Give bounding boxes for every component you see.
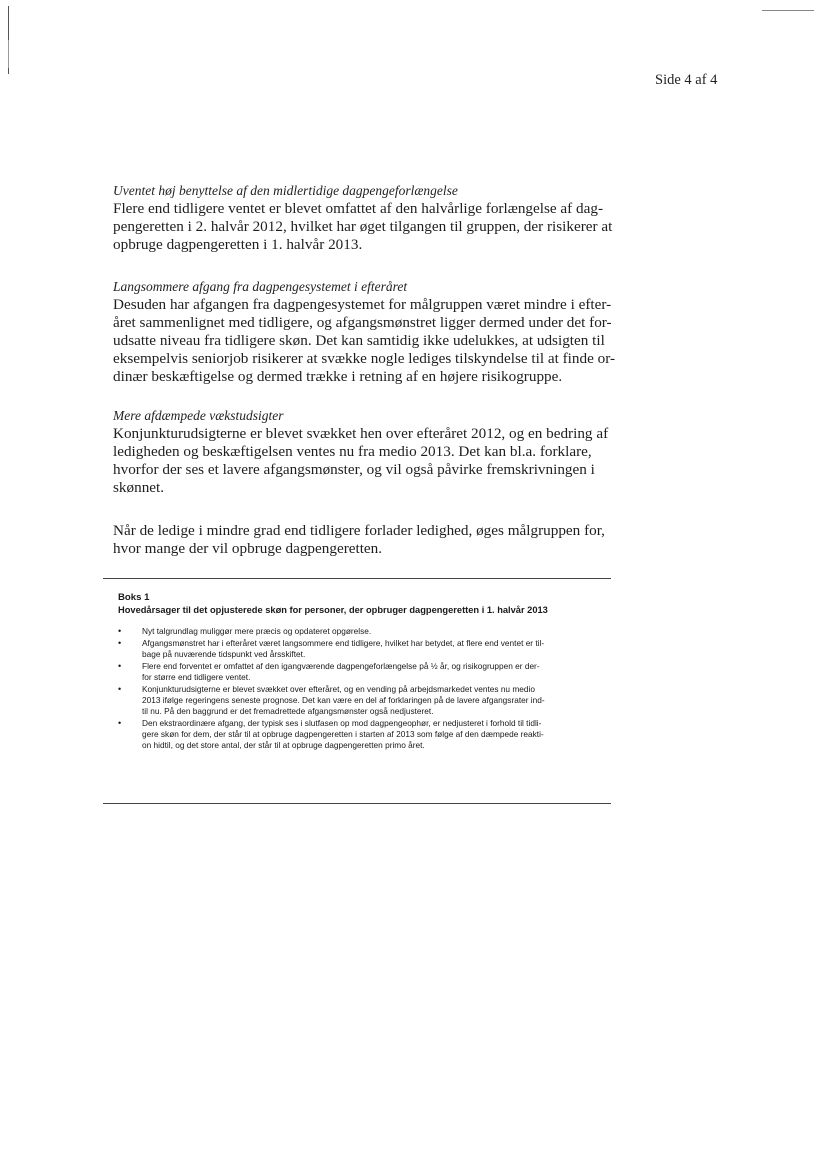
section-unexpected-high-usage	[113, 183, 623, 254]
box-1	[118, 592, 598, 751]
paragraph-line: Konjunkturudsigterne er blevet svækket hen over efteråret 2012, og en bedring af	[113, 425, 609, 442]
paragraph-line: Når de ledige i mindre grad end tidligere forlader ledighed, øges målgruppen for,	[113, 522, 605, 539]
scan-margin-mark	[8, 40, 9, 68]
scan-edge-line	[762, 10, 814, 11]
box-bullet-item	[118, 661, 598, 683]
bullet-icon: •	[118, 718, 122, 728]
bullet-icon: •	[118, 626, 122, 636]
paragraph-line: Flere end tidligere ventet er blevet omfattet af den halvårlige forlængelse af dag-	[113, 200, 604, 217]
bullet-line: gere skøn for dem, der står til at opbruge dagpengeretten i starten af 2013 som følge af den dæmpede reakti-	[142, 729, 544, 739]
bullet-icon: •	[118, 661, 122, 671]
paragraph-line: dinær beskæftigelse og dermed trække i retning af en højere risikogruppe.	[113, 368, 563, 385]
paragraph-line: Desuden har afgangen fra dagpengesystemet for målgruppen været mindre i efter-	[113, 296, 612, 313]
box-bullet-item	[118, 626, 598, 637]
section-paragraph	[113, 425, 623, 497]
box-top-rule	[103, 578, 611, 579]
bullet-line: on hidtil, og det store antal, der står til at opbruge dagpengeretten primo året.	[142, 740, 425, 750]
closing-paragraph	[113, 522, 623, 558]
bullet-line: til nu. På den baggrund er det fremadrettede afgangsmønster også nedjusteret.	[142, 706, 434, 716]
paragraph-line: pengeretten i 2. halvår 2012, hvilket har øget tilgangen til gruppen, der risikerer at	[113, 218, 613, 235]
box-label: Boks 1	[118, 592, 150, 603]
paragraph-line: året sammenlignet med tidligere, og afgangsmønstret ligger dermed under det for-	[113, 314, 612, 331]
bullet-line: for større end tidligere ventet.	[142, 672, 251, 682]
paragraph-line: skønnet.	[113, 479, 165, 496]
box-bullet-item	[118, 684, 598, 717]
closing-section	[113, 522, 623, 558]
section-growth-outlook	[113, 408, 623, 497]
box-bullet-item	[118, 638, 598, 660]
bullet-line: Den ekstraordinære afgang, der typisk ses i slutfasen op mod dagpengeophør, er nedjusteret i forhold til tidli-	[142, 718, 542, 728]
bullet-line: Konjunkturudsigterne er blevet svækket over efteråret, og en vending på arbejdsmarkedet ventes nu medio	[142, 684, 535, 694]
paragraph-line: hvorfor der ses et lavere afgangsmønster, og vil også påvirke fremskrivningen i	[113, 461, 595, 478]
bullet-line: 2013 ifølge regeringens seneste prognose. Det kan være en del af forklaringen på de lavere afgangsrater ind-	[142, 695, 545, 705]
box-title: Hovedårsager til det opjusterede skøn for personer, der opbruger dagpengeretten i 1. halvår 2013	[118, 605, 548, 615]
box-bullet-item	[118, 718, 598, 751]
box-bottom-rule	[103, 803, 611, 804]
paragraph-line: eksempelvis seniorjob risikerer at svække nogle lediges tilskyndelse til at finde or-	[113, 350, 616, 367]
section-slower-outflow	[113, 279, 623, 386]
section-heading: Langsommere afgang fra dagpengesystemet i efteråret	[113, 279, 408, 294]
paragraph-line: ledigheden og beskæftigelsen ventes nu fra medio 2013. Det kan bl.a. forklare,	[113, 443, 592, 460]
bullet-line: Nyt talgrundlag muliggør mere præcis og opdateret opgørelse.	[142, 626, 372, 636]
paragraph-line: udsatte niveau fra tidligere skøn. Det kan samtidig ikke udelukkes, at udsigten til	[113, 332, 605, 349]
bullet-icon: •	[118, 638, 122, 648]
bullet-icon: •	[118, 684, 122, 694]
paragraph-line: opbruge dagpengeretten i 1. halvår 2013.	[113, 236, 363, 253]
section-heading: Uventet høj benyttelse af den midlertidige dagpengeforlængelse	[113, 183, 458, 198]
box-bullet-list	[118, 626, 598, 751]
bullet-line: bage på nuværende tidspunkt ved årsskiftet.	[142, 649, 306, 659]
page-number: Side 4 af 4	[655, 72, 718, 88]
section-paragraph	[113, 296, 623, 386]
bullet-line: Afgangsmønstret har i efteråret været langsommere end tidligere, hvilket har betydet, at flere end ventet er til-	[142, 638, 545, 648]
paragraph-line: hvor mange der vil opbruge dagpengeretten.	[113, 540, 383, 557]
section-paragraph	[113, 200, 623, 254]
bullet-line: Flere end forventet er omfattet af den igangværende dagpengeforlængelse på ½ år, og risikogruppen er der-	[142, 661, 540, 671]
section-heading: Mere afdæmpede vækstudsigter	[113, 408, 284, 423]
